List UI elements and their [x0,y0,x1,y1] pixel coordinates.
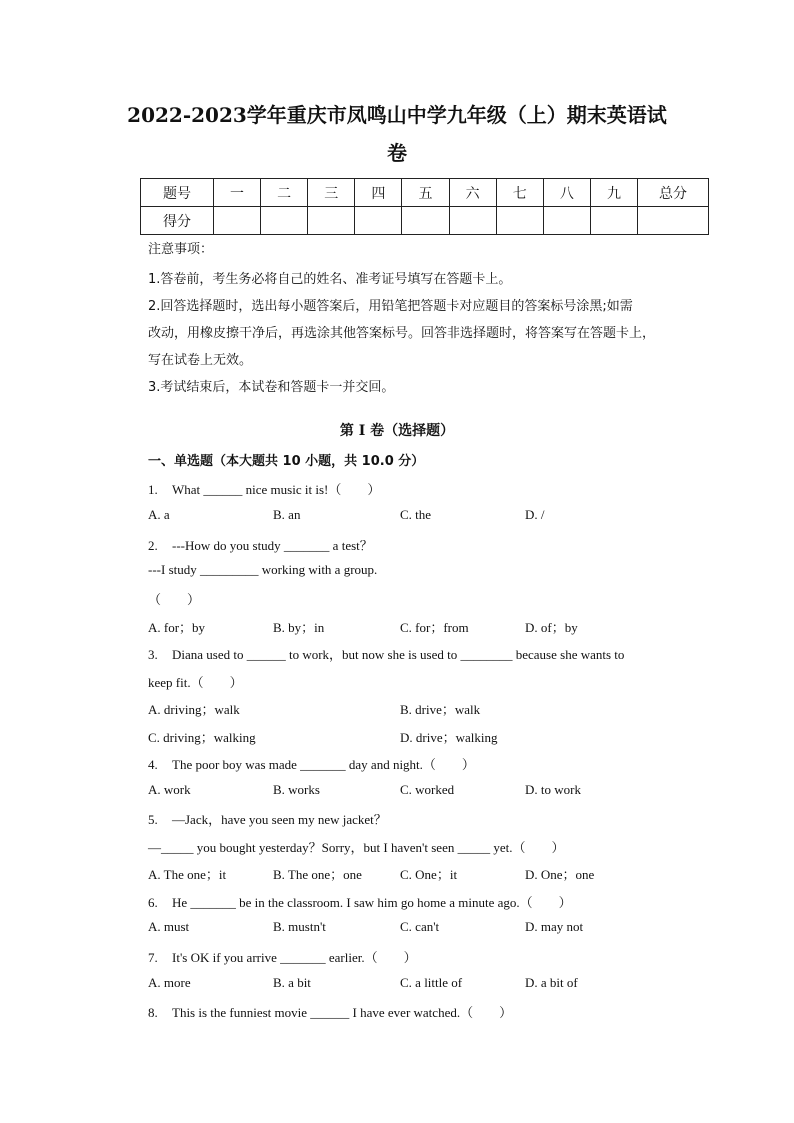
option-a[interactable]: A. a [148,507,170,522]
option-b[interactable]: B. works [273,782,320,797]
option-b[interactable]: B. mustn't [273,919,326,934]
question-text: Diana used to ______ to work，but now she is used to ________ because she wants to [172,647,625,662]
option-a[interactable]: A. must [148,919,190,934]
question-text: —Jack，have you seen my new jacket？ [172,812,387,827]
section-title: 第 I 卷（选择题） [339,423,455,439]
notice-line: 3.考试结束后，本试卷和答题卡一并交回。 [148,380,395,395]
score-input-cell[interactable] [402,207,449,235]
question-5-line-2: —_____ you bought yesterday？Sorry，but I haven't seen _____ yet.（ ） [148,840,565,855]
notice-line: 2.回答选择题时，选出每小题答案后，用铅笔把答题卡对应题目的答案标号涂黑;如需 [148,299,633,314]
notice-line: 写在试卷上无效。 [148,353,253,368]
score-input-cell[interactable] [543,207,590,235]
score-table-header-row [141,179,709,207]
option-c[interactable]: C. for；from [400,620,469,635]
option-c[interactable]: C. driving；walking [148,730,256,745]
question-3-line-2: keep fit.（ ） [148,675,243,690]
score-input-cell[interactable] [638,207,709,235]
question-text: He _______ be in the classroom. I saw him go home a minute ago.（ ） [172,895,572,910]
question-6 [148,892,572,911]
question-number: 6. [148,895,158,910]
option-d[interactable]: D. may not [525,919,584,934]
option-b[interactable]: B. a bit [273,975,311,990]
question-number: 1. [148,482,158,497]
score-header-cell: 二 [261,179,308,207]
score-input-cell[interactable] [355,207,402,235]
question-7 [148,947,417,966]
question-4 [148,754,475,773]
score-header-cell: 题号 [141,179,214,207]
option-a[interactable]: A. more [148,975,191,990]
question-2 [148,535,373,554]
score-header-cell: 八 [543,179,590,207]
question-2-line-3: （ ） [148,592,201,607]
score-input-cell[interactable] [496,207,543,235]
option-b[interactable]: B. The one；one [273,867,362,882]
option-c[interactable]: C. worked [400,782,455,797]
question-text: It's OK if you arrive _______ earlier.（ ） [172,950,417,965]
option-d[interactable]: D. a bit of [525,975,578,990]
part-title: 一、单选题（本大题共 10 小题，共 10.0 分） [148,454,425,469]
option-c[interactable]: C. a little of [400,975,463,990]
question-text: The poor boy was made _______ day and night.（ ） [172,757,475,772]
score-table-score-row [141,207,709,235]
question-number: 3. [148,647,158,662]
score-header-cell: 总分 [638,179,709,207]
option-a[interactable]: A. for；by [148,620,206,635]
option-c[interactable]: C. can't [400,919,440,934]
notice-line: 改动，用橡皮擦干净后，再选涂其他答案标号。回答非选择题时，将答案写在答题卡上， [148,326,656,341]
option-a[interactable]: A. The one；it [148,867,227,882]
question-8 [148,1002,512,1021]
notice-heading: 注意事项： [148,242,214,257]
score-input-cell[interactable] [261,207,308,235]
notice-list [148,266,688,401]
question-number: 5. [148,812,158,827]
question-number: 7. [148,950,158,965]
score-header-cell: 一 [214,179,261,207]
question-2-line-2: ---I study _________ working with a group. [148,562,378,577]
option-b[interactable]: B. drive；walk [400,702,481,717]
score-header-cell: 九 [590,179,637,207]
score-header-cell: 六 [449,179,496,207]
score-header-cell: 七 [496,179,543,207]
score-input-cell[interactable] [449,207,496,235]
option-a[interactable]: A. work [148,782,191,797]
option-b[interactable]: B. by；in [273,620,325,635]
option-c[interactable]: C. the [400,507,432,522]
option-d[interactable]: D. / [525,507,545,522]
question-text: ---How do you study _______ a test？ [172,538,373,553]
title-line-2: 卷 [387,141,407,165]
question-text: What ______ nice music it is!（ ） [172,482,381,497]
option-a[interactable]: A. driving；walk [148,702,240,717]
option-d[interactable]: D. to work [525,782,581,797]
option-d[interactable]: D. of；by [525,620,578,635]
score-input-cell[interactable] [214,207,261,235]
question-text: This is the funniest movie ______ I have ever watched.（ ） [172,1005,513,1020]
score-header-cell: 三 [308,179,355,207]
question-1 [148,479,380,498]
question-3 [148,644,624,663]
score-row-label: 得分 [141,207,214,235]
question-5 [148,809,387,828]
score-input-cell[interactable] [590,207,637,235]
title-line-1: 2022-2023学年重庆市凤鸣山中学九年级（上）期末英语试 [127,103,667,127]
notice-line: 1.答卷前，考生务必将自己的姓名、准考证号填写在答题卡上。 [148,272,512,287]
score-input-cell[interactable] [308,207,355,235]
option-d[interactable]: D. One；one [525,867,595,882]
score-header-cell: 五 [402,179,449,207]
question-number: 4. [148,757,158,772]
question-number: 8. [148,1005,158,1020]
option-c[interactable]: C. One；it [400,867,458,882]
exam-title [100,96,694,172]
option-b[interactable]: B. an [273,507,301,522]
score-table [140,178,709,235]
question-number: 2. [148,538,158,553]
option-d[interactable]: D. drive；walking [400,730,498,745]
score-header-cell: 四 [355,179,402,207]
